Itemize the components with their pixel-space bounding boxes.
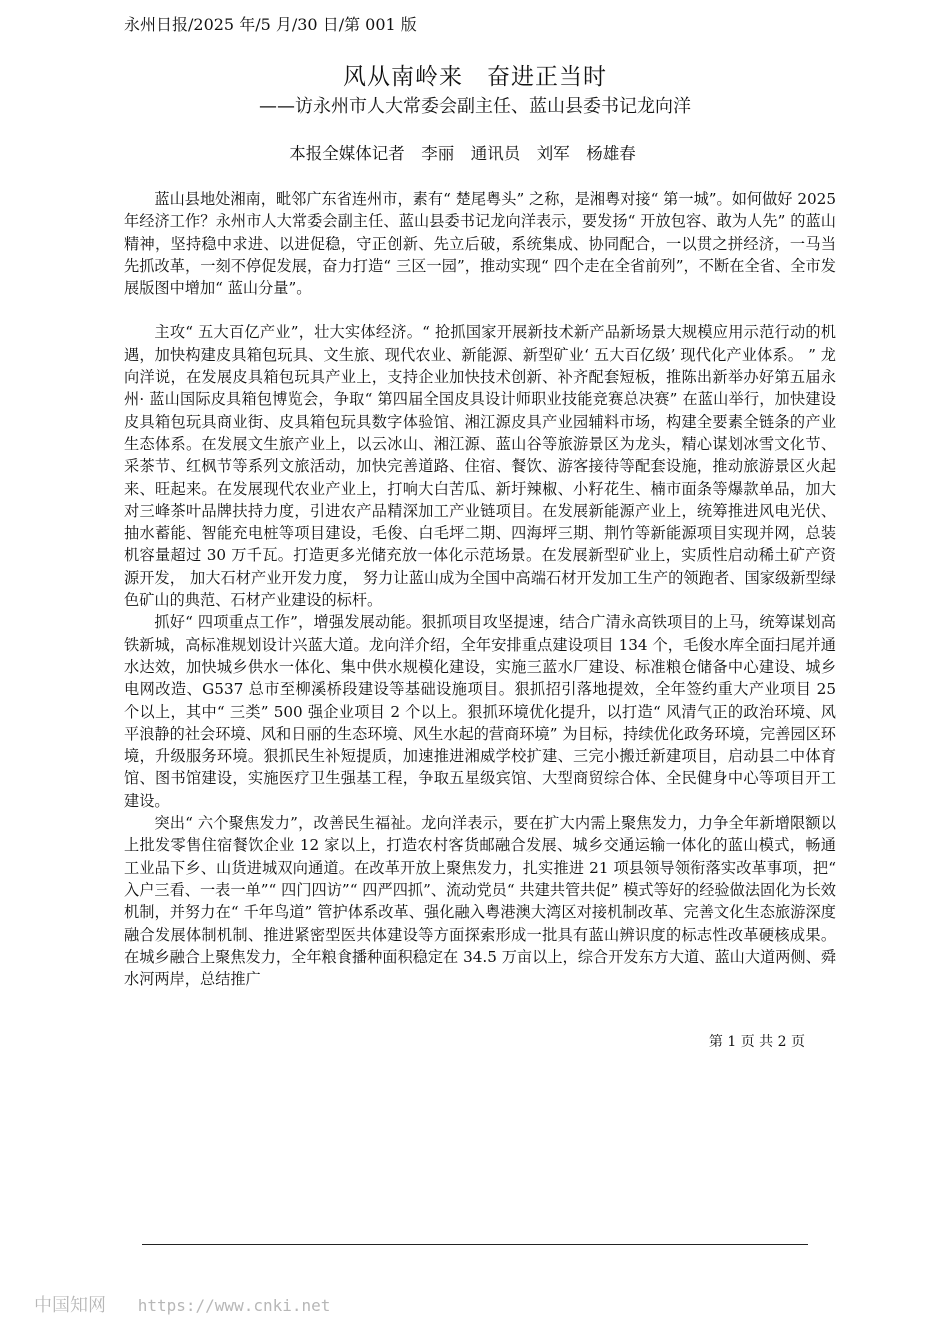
article-body [124,188,836,990]
article-paragraph: 抓好“ 四项重点工作”，增强发展动能。狠抓项目攻坚提速，结合广清永高铁项目的上马，统筹谋划高铁新城，高标准规划设计兴蓝大道。龙向洋介绍，全年安排重点建设项目 134 个，毛俊水库全面扫尾并通水达效，加快城乡供水一体化、集中供水规模化建设，实施三蓝水厂建设、标准粮仓储备中心建设、城乡电网改造、G537 总市至柳溪桥段建设等基础设施项目。狠抓招引落地提效，全年签约重大产业项目 25 个以上，其中“ 三类” 500 强企业项目 2 个以上。狠抓环境优化提升，以打造“ 风清气正的政治环境、风平浪静的社会环境、风和日丽的生态环境、风生水起的营商环境” 为目标，持续优化政务环境，完善园区环境，升级服务环境。狠抓民生补短提质，加速推进湘威学校扩建、三完小搬迁新建项目，启动县二中体育馆、图书馆建设，实施医疗卫生强基工程，争取五星级宾馆、大型商贸综合体、全民健身中心等项目开工建设。 [124,613,836,810]
article-paragraph: 突出“ 六个聚焦发力”，改善民生福祉。龙向洋表示，要在扩大内需上聚焦发力，力争全年新增限额以上批发零售住宿餐饮企业 12 家以上，打造农村客货邮融合发展、城乡交通运输一体化的蓝山模式，畅通工业品下乡、山货进城双向通道。在改革开放上聚焦发力，扎实推进 21 项县领导领衔落实改革事项，把“ 入户三看、一表一单”“ 四门四访”“ 四严四抓”、流动党员“ 共建共管共促” 模式等好的经验做法固化为长效机制，并努力在“ 千年鸟道” 管护体系改革、强化融入粤港澳大湾区对接机制改革、完善文化生态旅游深度融合发展体制机制、推进紧密型医共体建设等方面探索形成一批具有蓝山辨识度的标志性改革硬核成果。在城乡融合上聚焦发力，全年粮食播种面积稳定在 34.5 万亩以上，综合开发东方大道、蓝山大道两侧、舜水河两岸，总结推广 [124,814,836,989]
newspaper-source-line: 永州日报/2025 年/5 月/30 日/第 001 版 [124,15,417,34]
article-subtitle: ——访永州市人大常委会副主任、蓝山县委书记龙向洋 [259,96,691,117]
article-byline: 本报全媒体记者 李丽 通讯员 刘军 杨雄春 [289,144,636,163]
cnki-watermark [34,1294,330,1318]
page-number: 第 1 页 共 2 页 [708,1034,805,1050]
watermark-name: 中国知网 [34,1295,106,1316]
watermark-url[interactable]: https://www.cnki.net [137,1296,331,1315]
article-title: 风从南岭来 奋进正当时 [343,64,607,90]
article-paragraph: 蓝山县地处湘南，毗邻广东省连州市，素有“ 楚尾粤头” 之称，是湘粤对接“ 第一城”。如何做好 2025 年经济工作？永州市人大常委会副主任、蓝山县委书记龙向洋表示，要发扬“ 开放包容、敢为人先” 的蓝山精神，坚持稳中求进、以进促稳，守正创新、先立后破，系统集成、协同配合，一以贯之拼经济，一马当先抓改革，一刻不停促发展，奋力打造“ 三区一园”，推动实现“ 四个走在全省前列”，不断在全省、全市发展版图中增加“ 蓝山分量”。 [124,190,836,298]
article-paragraph: 主攻“ 五大百亿产业”，壮大实体经济。“ 抢抓国家开展新技术新产品新场景大规模应用示范行动的机遇，加快构建皮具箱包玩具、文生旅、现代农业、新能源、新型矿业‘ 五大百亿级’ 现代化产业体系。 ” 龙向洋说，在发展皮具箱包玩具产业上，支持企业加快技术创新、补齐配套短板，推陈出新举办好第五届永州· 蓝山国际皮具箱包博览会，争取“ 第四届全国皮具设计师职业技能竞赛总决赛” 在蓝山举行，加快建设皮具箱包玩具商业街、皮具箱包玩具数字体验馆、湘江源皮具产业园辅料市场，构建全要素全链条的产业生态体系。在发展文生旅产业上，以云冰山、湘江源、蓝山谷等旅游景区为龙头，精心谋划冰雪文化节、采茶节、红枫节等系列文旅活动，加快完善道路、住宿、餐饮、游客接待等配套设施，推动旅游景区火起来、旺起来。在发展现代农业产业上，打响大白苦瓜、新圩辣椒、小籽花生、楠市面条等爆款单品，加大对三峰茶叶品牌扶持力度，引进农产品精深加工产业链项目。在发展新能源产业上，统筹推进风电光伏、抽水蓄能、智能充电桩等项目建设，毛俊、白毛坪二期、四海坪三期、荆竹等新能源项目实现并网，总装机容量超过 30 万千瓦。打造更多光储充放一体化示范场景。在发展新型矿业上，实质性启动稀土矿产资源开发， 加大石材产业开发力度， 努力让蓝山成为全国中高端石材开发加工生产的领跑者、国家级新型绿色矿山的典范、石材产业建设的标杆。 [124,323,836,610]
footer-divider [142,1244,808,1245]
